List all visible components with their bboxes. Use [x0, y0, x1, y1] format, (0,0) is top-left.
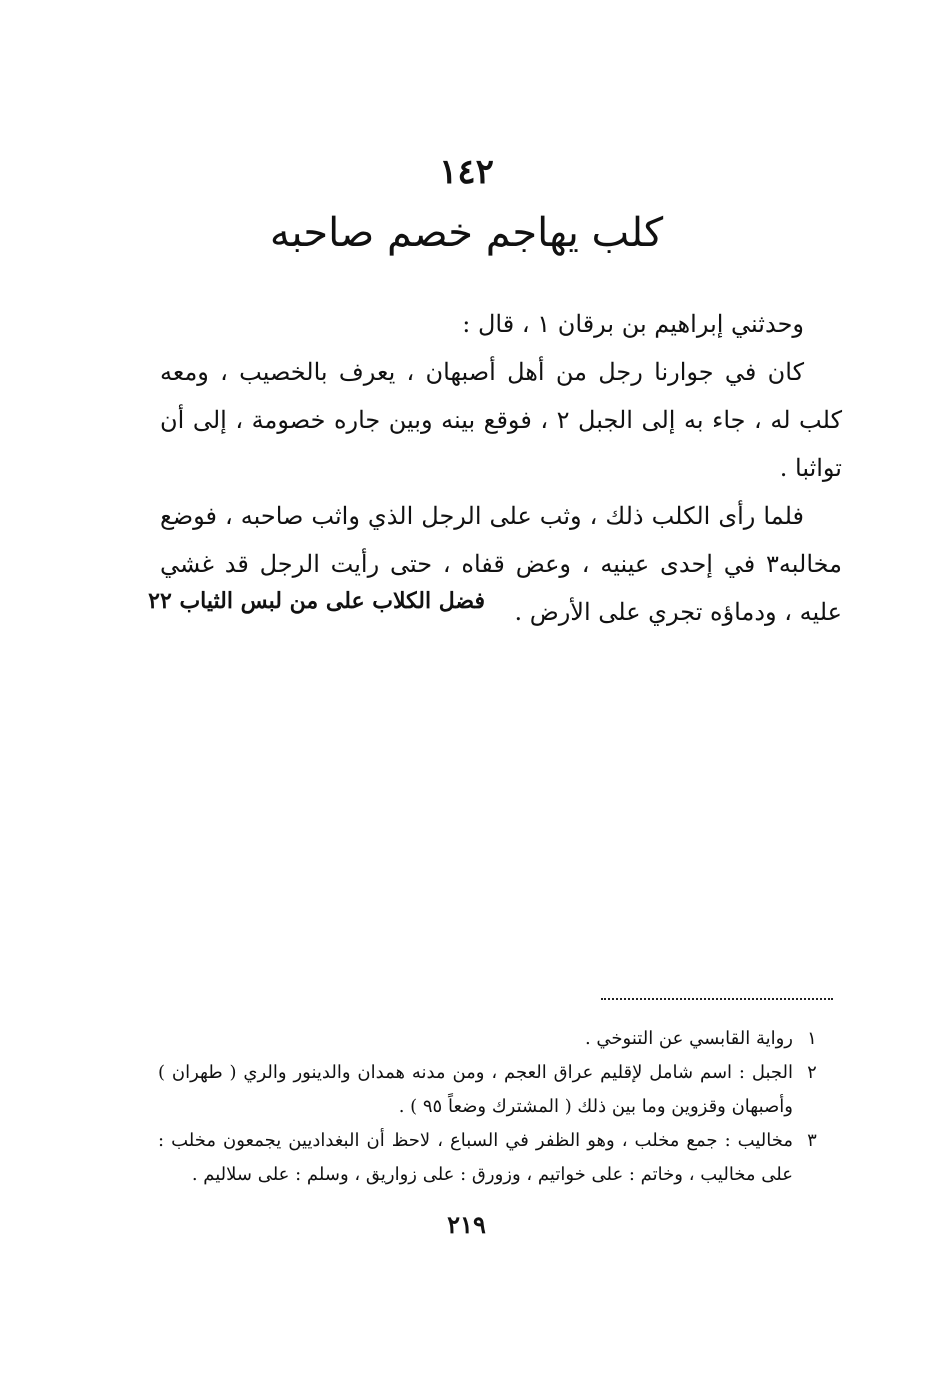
footnote-text: مخاليب : جمع مخلب ، وهو الظفر في السباع ، لاحظ أن البغداديين يجمعون مخلب : على مخاليب ، وخاتم : على خواتيم ، وزورق : على زواريق ، وسلم : على سلاليم . [158, 1130, 793, 1185]
footnote-text: الجبل : اسم شامل لإقليم عراق العجم ، ومن مدنه همدان والدينور والري ( طهران ) وأصبهان وقزوين وما بين ذلك ( المشترك وضعاً ٩٥ ) . [158, 1062, 793, 1117]
page-number: ٢١٩ [447, 1210, 486, 1239]
story-number: ١٤٢ [439, 152, 494, 192]
footnote-2 [158, 1056, 823, 1124]
footnote-divider [601, 998, 833, 1000]
paragraph-1: كان في جوارنا رجل من أهل أصبهان ، يعرف بالخصيب ، ومعه كلب له ، جاء به إلى الجبل ٢ ، فوقع بينه وبين جاره خصومة ، إلى أن تواثبا . [160, 358, 842, 482]
paragraph-2: فلما رأى الكلب ذلك ، وثب على الرجل الذي واثب صاحبه ، فوضع مخالبه٣ في إحدى عينيه ، وعض قفاه ، حتى رأيت الرجل قد غشي عليه ، ودماؤه تجري على الأرض . [160, 502, 842, 626]
footnote-number: ٢ [807, 1062, 817, 1083]
footnote-number: ٣ [807, 1130, 817, 1151]
paragraph-intro: وحدثني إبراهيم بن برقان ١ ، قال : [462, 310, 804, 338]
footnote-number: ١ [807, 1028, 817, 1049]
footnote-1 [158, 1022, 823, 1056]
footnote-3 [158, 1124, 823, 1192]
story-body [160, 300, 842, 636]
footnote-text: رواية القابسي عن التنوخي . [584, 1028, 793, 1049]
story-title: كلب يهاجم خصم صاحبه [269, 210, 664, 256]
cross-reference: فضل الكلاب على من لبس الثياب ٢٢ [148, 588, 485, 614]
footnotes [158, 1022, 823, 1192]
